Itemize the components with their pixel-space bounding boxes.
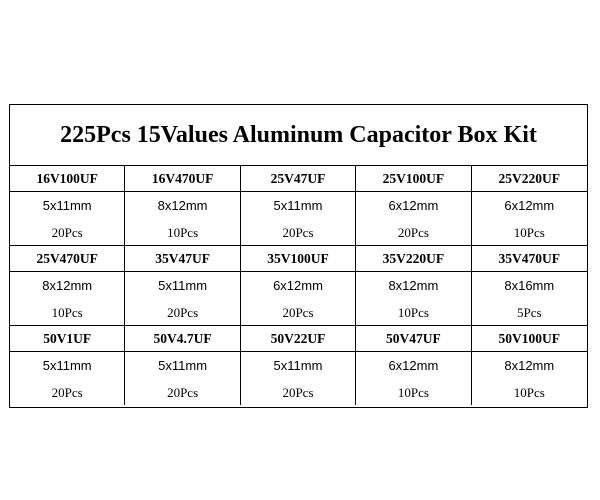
capacitor-row-1 <box>10 166 587 246</box>
capacitor-size: 6x12mm <box>388 198 439 213</box>
capacitor-quantity: 10Pcs <box>397 385 429 400</box>
capacitor-value: 50V22UF <box>241 326 355 352</box>
kit-title: 225Pcs 15Values Aluminum Capacitor Box Kit <box>10 105 587 166</box>
capacitor-value: 35V220UF <box>356 246 470 272</box>
capacitor-value: 50V4.7UF <box>125 326 239 352</box>
capacitor-cell <box>241 246 356 326</box>
capacitor-size: 8x16mm <box>504 278 555 293</box>
capacitor-quantity: 10Pcs <box>51 305 83 320</box>
capacitor-cell <box>356 246 471 326</box>
capacitor-quantity: 10Pcs <box>397 305 429 320</box>
capacitor-value: 16V470UF <box>125 166 239 192</box>
capacitor-cell <box>472 326 587 405</box>
capacitor-quantity: 10Pcs <box>167 225 199 240</box>
capacitor-cell <box>125 326 240 405</box>
capacitor-value: 35V100UF <box>241 246 355 272</box>
capacitor-value: 25V220UF <box>472 166 587 192</box>
capacitor-size: 5x11mm <box>273 358 323 373</box>
capacitor-cell <box>356 166 471 246</box>
capacitor-cell <box>10 246 125 326</box>
capacitor-value: 50V1UF <box>10 326 124 352</box>
capacitor-size: 5x11mm <box>158 278 208 293</box>
capacitor-cell <box>241 166 356 246</box>
capacitor-value: 50V47UF <box>356 326 470 352</box>
capacitor-size: 8x12mm <box>504 358 555 373</box>
capacitor-cell <box>241 326 356 405</box>
capacitor-value: 16V100UF <box>10 166 124 192</box>
capacitor-size: 8x12mm <box>157 198 208 213</box>
capacitor-quantity: 20Pcs <box>167 385 199 400</box>
capacitor-value: 25V470UF <box>10 246 124 272</box>
capacitor-value: 25V100UF <box>356 166 470 192</box>
capacitor-size: 8x12mm <box>42 278 93 293</box>
capacitor-size: 6x12mm <box>388 358 439 373</box>
capacitor-kit-table <box>9 104 588 408</box>
capacitor-value: 35V47UF <box>125 246 239 272</box>
capacitor-cell <box>10 166 125 246</box>
capacitor-quantity: 20Pcs <box>282 225 314 240</box>
capacitor-size: 5x11mm <box>273 198 323 213</box>
capacitor-size: 5x11mm <box>42 198 92 213</box>
capacitor-value: 50V100UF <box>472 326 587 352</box>
capacitor-size: 5x11mm <box>158 358 208 373</box>
capacitor-size: 5x11mm <box>42 358 92 373</box>
capacitor-quantity: 20Pcs <box>282 385 314 400</box>
capacitor-value: 35V470UF <box>472 246 587 272</box>
capacitor-quantity: 10Pcs <box>513 225 545 240</box>
capacitor-quantity: 5Pcs <box>517 305 542 320</box>
capacitor-size: 6x12mm <box>273 278 323 293</box>
capacitor-cell <box>472 166 587 246</box>
capacitor-value: 25V47UF <box>241 166 355 192</box>
capacitor-cell <box>125 166 240 246</box>
capacitor-quantity: 20Pcs <box>51 385 83 400</box>
capacitor-quantity: 20Pcs <box>167 305 199 320</box>
capacitor-cell <box>356 326 471 405</box>
capacitor-size: 8x12mm <box>388 278 439 293</box>
capacitor-cell <box>125 246 240 326</box>
capacitor-size: 6x12mm <box>504 198 555 213</box>
capacitor-quantity: 20Pcs <box>397 225 429 240</box>
capacitor-quantity: 10Pcs <box>513 385 545 400</box>
capacitor-quantity: 20Pcs <box>282 305 314 320</box>
capacitor-row-2 <box>10 246 587 326</box>
capacitor-quantity: 20Pcs <box>51 225 83 240</box>
capacitor-row-3 <box>10 326 587 405</box>
capacitor-cell <box>10 326 125 405</box>
capacitor-cell <box>472 246 587 326</box>
